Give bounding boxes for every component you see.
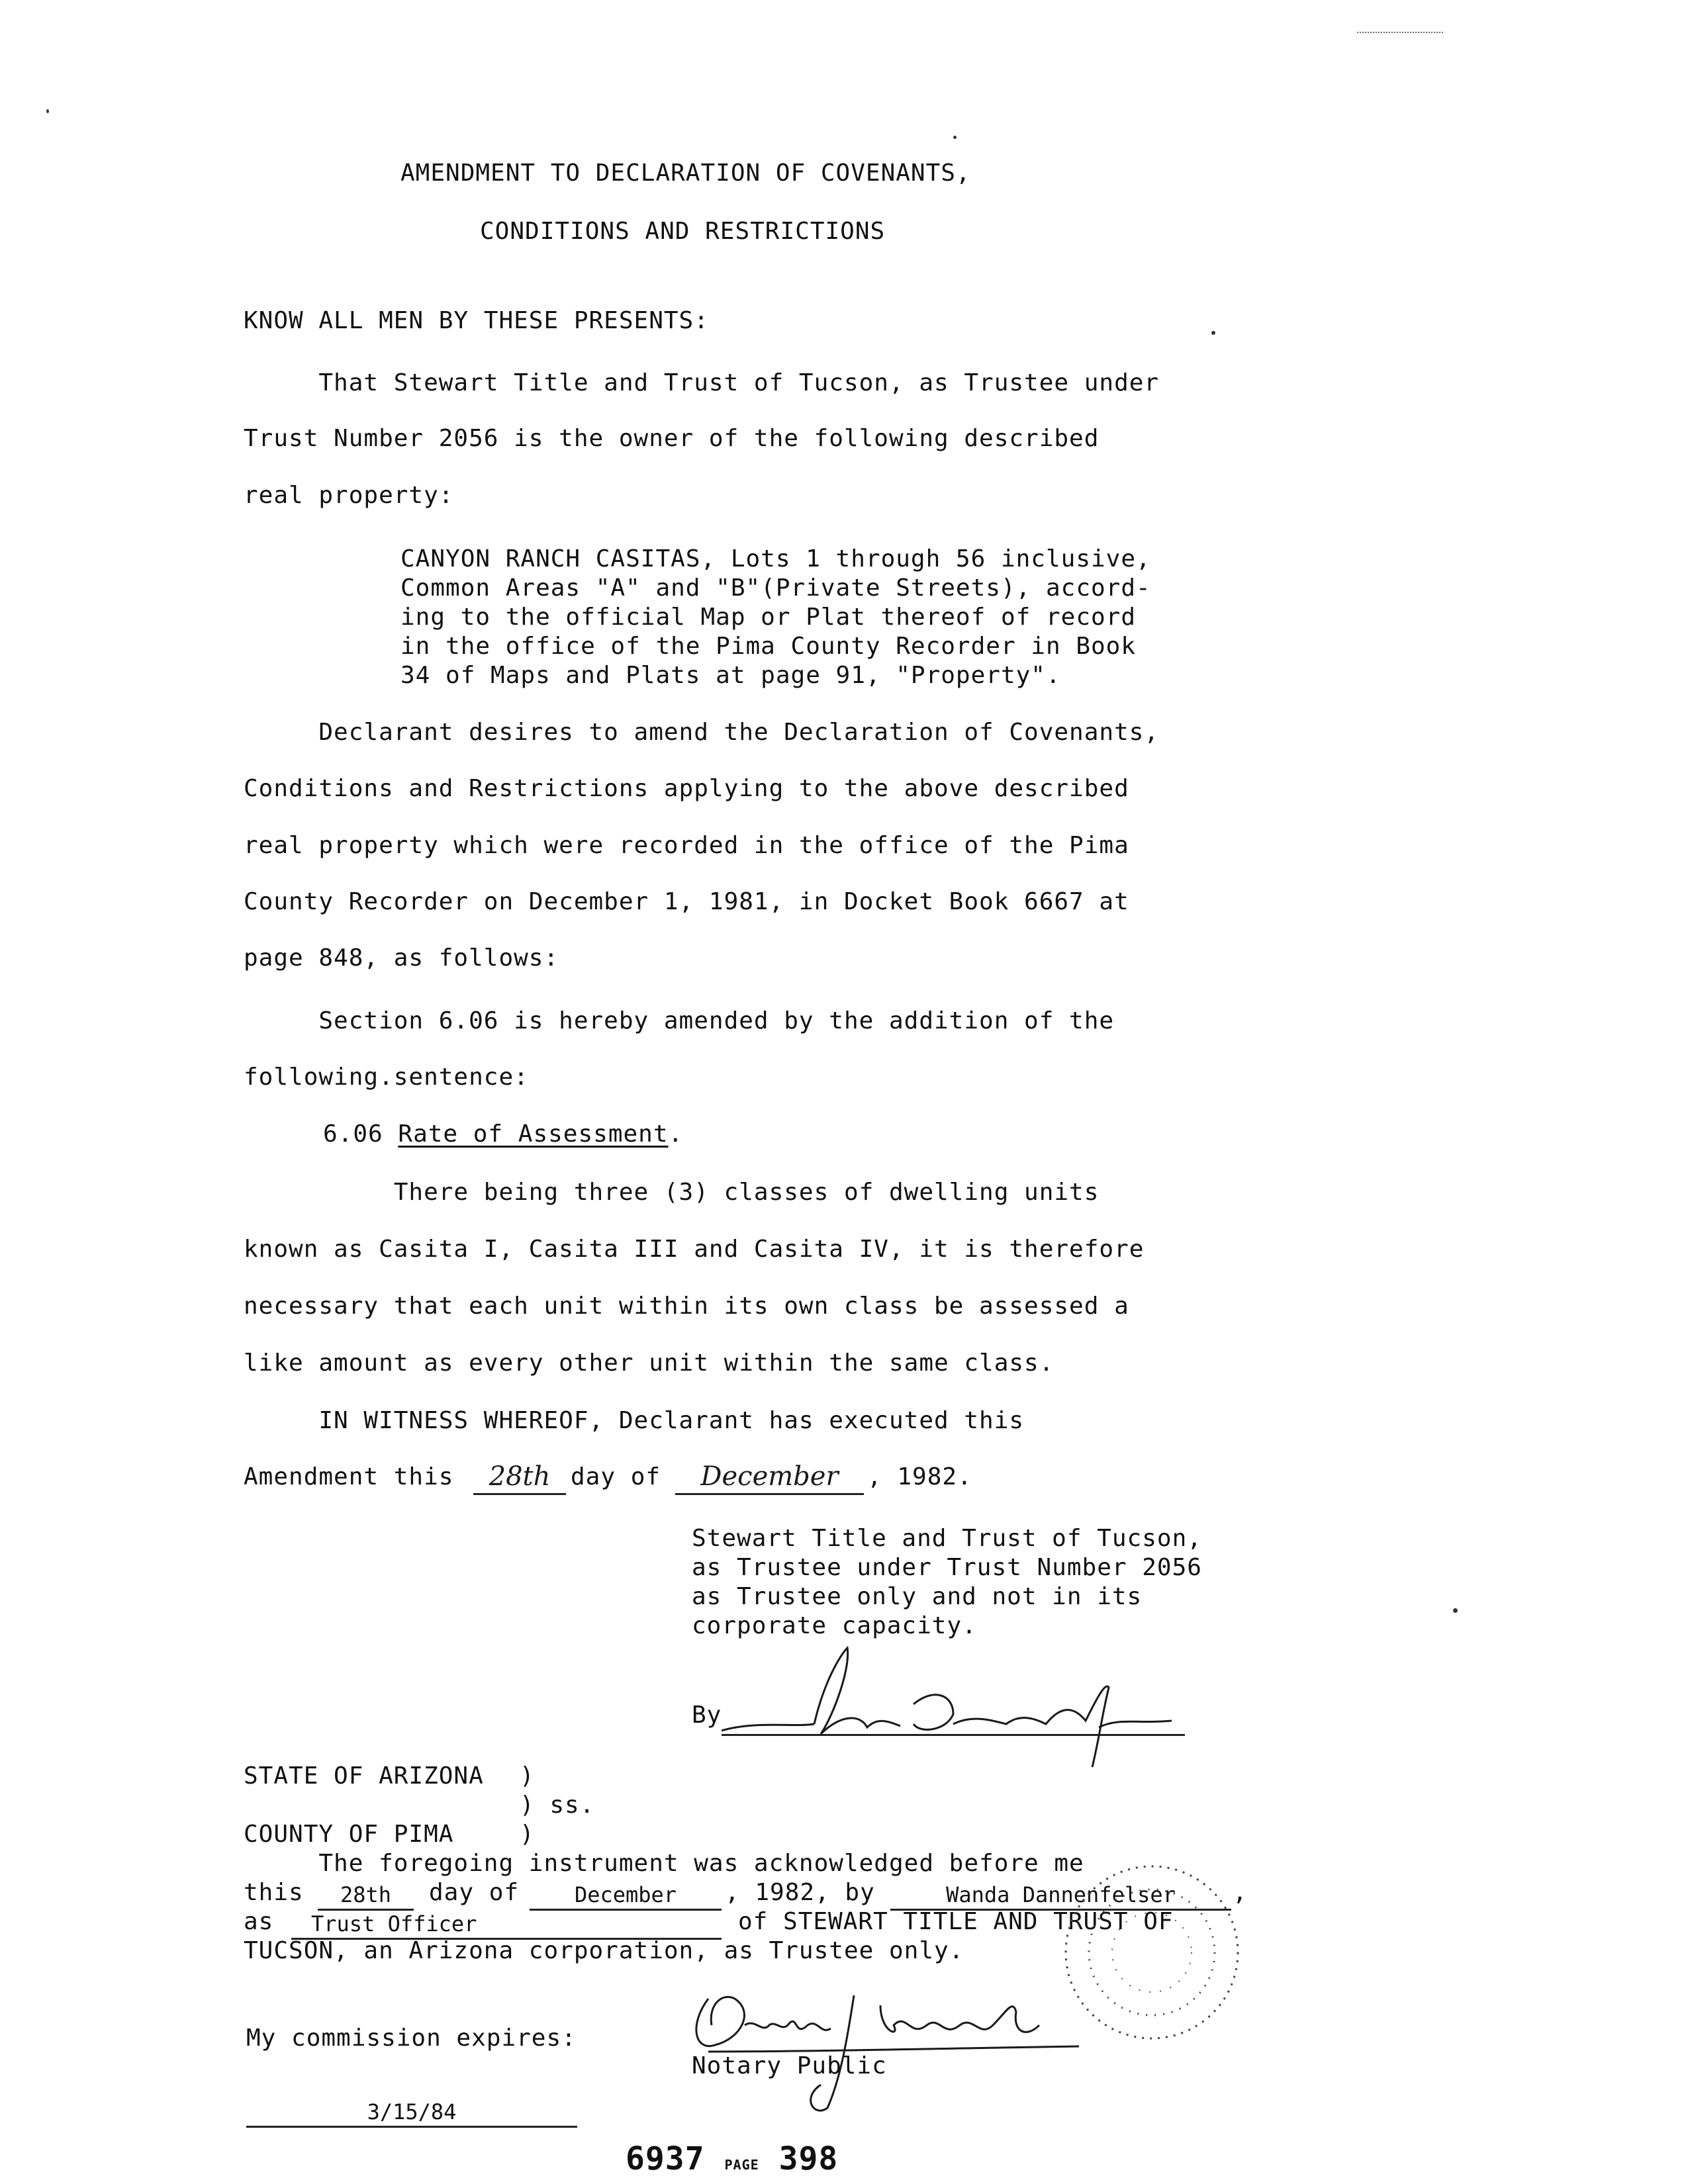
- witness-prefix: Amendment this: [244, 1463, 454, 1490]
- commission-label: My commission expires:: [246, 2025, 577, 2052]
- scan-mark: [1357, 32, 1443, 33]
- property-line: Common Areas "A" and "B"(Private Streets), accord-: [400, 574, 1151, 602]
- witness-day-field: [473, 1461, 566, 1495]
- witness-year: , 1982.: [867, 1463, 972, 1490]
- para1-line: real property:: [244, 482, 454, 509]
- title-line-1: AMENDMENT TO DECLARATION OF COVENANTS,: [400, 159, 971, 187]
- para2-line: real property which were recorded in the office of the Pima: [244, 832, 1129, 859]
- ack-month-field: [530, 1880, 722, 1911]
- witness-day: 28th: [489, 1461, 551, 1492]
- para1-line: Trust Number 2056 is the owner of the following described: [244, 425, 1100, 452]
- venue-state: STATE OF ARIZONA: [244, 1762, 484, 1790]
- notary-seal: [1019, 1840, 1271, 2065]
- commission-date-field: [246, 2097, 577, 2128]
- section-heading: [323, 1120, 683, 1149]
- ack-line-4: TUCSON, an Arizona corporation, as Trustee only.: [244, 1937, 964, 1964]
- ack-title: Trust Officer: [311, 1911, 477, 1936]
- scan-speck: [953, 136, 957, 139]
- section-number: 6.06: [323, 1120, 383, 1148]
- docket-book: 6937: [626, 2140, 705, 2177]
- ack-day-of: day of: [429, 1879, 520, 1906]
- docket-page: 398: [778, 2140, 839, 2177]
- title-line-2: CONDITIONS AND RESTRICTIONS: [480, 218, 886, 245]
- ack-this: this: [244, 1879, 304, 1906]
- ack-line-1: The foregoing instrument was acknowledged before me: [244, 1850, 1084, 1877]
- venue-paren-3: ): [520, 1821, 535, 1848]
- para4-line: known as Casita I, Casita III and Casita IV, it is therefore: [244, 1236, 1145, 1263]
- ack-title-field: [291, 1909, 722, 1940]
- scan-speck: [1453, 1608, 1458, 1613]
- section-title: Rate of Assessment: [398, 1120, 669, 1148]
- para2-line: page 848, as follows:: [244, 944, 559, 972]
- ack-comma: ,: [1233, 1879, 1248, 1906]
- ack-year-by: , 1982, by: [725, 1879, 875, 1906]
- para4-line: There being three (3) classes of dwelling units: [244, 1179, 1100, 1206]
- ack-as: as: [244, 1908, 274, 1935]
- by-label: By: [692, 1702, 722, 1729]
- witness-month: December: [700, 1461, 839, 1492]
- venue-paren-1: ): [520, 1762, 535, 1790]
- venue-ss: ) ss.: [520, 1792, 595, 1819]
- ack-day-field: [318, 1880, 414, 1911]
- trustee-line: corporate capacity.: [692, 1612, 977, 1639]
- docket-stamp: [626, 2140, 839, 2179]
- property-line: 34 of Maps and Plats at page 91, "Property".: [400, 662, 1061, 689]
- para3-line: Section 6.06 is hereby amended by the addition of the: [244, 1007, 1115, 1034]
- ack-month: December: [574, 1882, 677, 1907]
- intro: KNOW ALL MEN BY THESE PRESENTS:: [244, 307, 709, 334]
- witness-day-of: day of: [571, 1463, 661, 1490]
- ack-day: 28th: [340, 1882, 392, 1907]
- ack-of: of STEWART TITLE AND TRUST OF: [738, 1908, 1174, 1935]
- venue-county: COUNTY OF PIMA: [244, 1821, 454, 1848]
- section-period: .: [668, 1120, 684, 1148]
- witness-line: IN WITNESS WHEREOF, Declarant has executed this: [244, 1407, 1025, 1434]
- trustee-line: Stewart Title and Trust of Tucson,: [692, 1525, 1202, 1552]
- signature-1-text: [861, 1694, 868, 1695]
- para4-line: like amount as every other unit within the same class.: [244, 1349, 1055, 1377]
- para3-line: following.sentence:: [244, 1064, 529, 1091]
- scan-speck: [1211, 331, 1215, 335]
- para1-line: That Stewart Title and Trust of Tucson, as Trustee under: [244, 369, 1160, 396]
- notary-label: Notary Public: [692, 2052, 887, 2079]
- property-line: ing to the official Map or Plat thereof of record: [400, 604, 1137, 631]
- scan-speck: [46, 109, 49, 113]
- witness-month-field: [675, 1461, 864, 1495]
- ack-name: Wanda Dannenfelser: [946, 1882, 1176, 1907]
- trustee-line: as Trustee under Trust Number 2056: [692, 1554, 1202, 1581]
- signature-2-text: [761, 2012, 769, 2013]
- property-line: CANYON RANCH CASITAS, Lots 1 through 56 inclusive,: [400, 545, 1151, 572]
- para2-line: Declarant desires to amend the Declaration of Covenants,: [244, 719, 1160, 746]
- property-description: [400, 545, 1151, 690]
- commission-date: 3/15/84: [367, 2099, 457, 2124]
- property-line: in the office of the Pima County Recorder in Book: [400, 633, 1137, 660]
- signature-1: [715, 1641, 1192, 1774]
- para2-line: County Recorder on December 1, 1981, in Docket Book 6667 at: [244, 888, 1129, 915]
- trustee-line: as Trustee only and not in its: [692, 1583, 1143, 1610]
- docket-page-label: PAGE: [724, 2157, 759, 2173]
- para2-line: Conditions and Restrictions applying to the above described: [244, 775, 1129, 802]
- para4-line: necessary that each unit within its own class be assessed a: [244, 1293, 1129, 1320]
